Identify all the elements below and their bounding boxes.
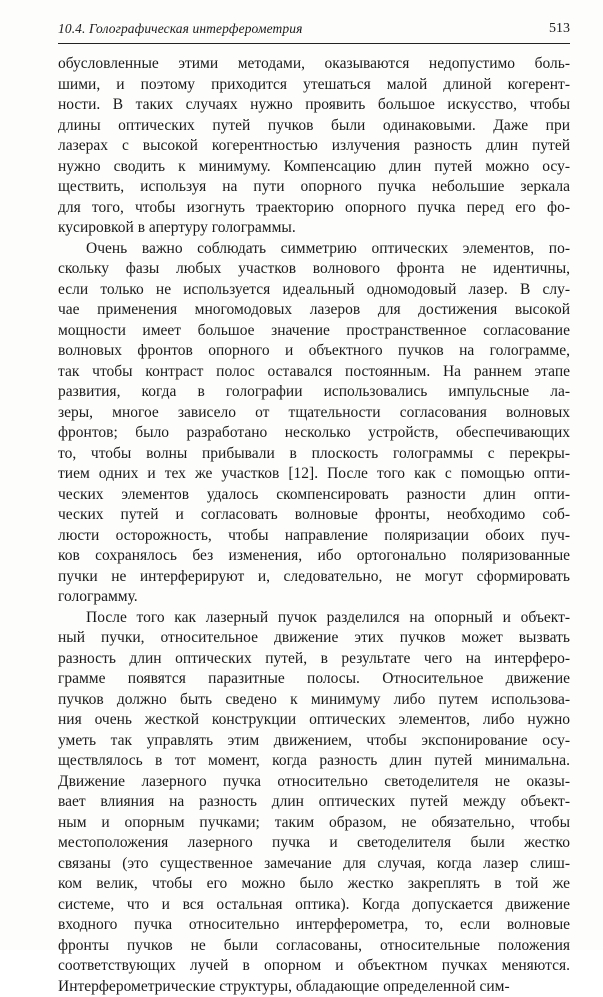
text-line: вает влияния на разность длин оптических путей между объект-: [58, 792, 570, 813]
text-line: если только не используется идеальный одномодовый лазер. В слу-: [58, 280, 570, 301]
text-line: Очень важно соблюдать симметрию оптических элементов, по-: [58, 239, 570, 260]
text-line: ществить, используя на пути опорного пучка небольшие зеркала: [58, 177, 570, 198]
text-line: то, чтобы волны прибывали в плоскость голограммы с перекры-: [58, 444, 570, 465]
paragraph: [58, 239, 570, 608]
text-line: ков сохранялось без изменения, ибо ортогонально поляризованные: [58, 546, 570, 567]
text-line: скольку фазы любых участков волнового фронта не идентичны,: [58, 259, 570, 280]
text-line: ческих элементов удалось скомпенсировать разности длин опти-: [58, 485, 570, 506]
text-line: ный пучки, относительное движение этих пучков может вызвать: [58, 628, 570, 649]
text-line: нужно сводить к минимуму. Компенсацию длин путей можно осу-: [58, 157, 570, 178]
body-text: [58, 54, 570, 997]
text-line: для того, чтобы изогнуть траекторию опорного пучка перед его фо-: [58, 198, 570, 219]
text-line: связаны (это существенное замечание для случая, когда лазер слиш-: [58, 854, 570, 875]
text-line: фронтов; было разработано несколько устройств, обеспечивающих: [58, 423, 570, 444]
text-line: ния очень жесткой конструкции оптических элементов, либо нужно: [58, 710, 570, 731]
text-line: разность длин оптических путей, в результате чего на интерферо-: [58, 649, 570, 670]
section-title: 10.4. Голографическая интерферометрия: [58, 21, 302, 37]
text-line: лазерах с высокой когерентностью излучения разность длин путей: [58, 136, 570, 157]
text-line: кусировкой в апертуру голограммы.: [58, 218, 570, 239]
text-line: грамме появятся паразитные полосы. Относительное движение: [58, 669, 570, 690]
text-line: длины оптических путей пучков были одинаковыми. Даже при: [58, 116, 570, 137]
text-line: тием одних и тех же участков [12]. После того как с помощью опти-: [58, 464, 570, 485]
paragraph: [58, 608, 570, 997]
text-line: уметь так управлять этим движением, чтобы экспонирование осу-: [58, 731, 570, 752]
text-line: входного пучка относительно интерферометра, то, если волновые: [58, 915, 570, 936]
text-line: чае применения многомодовых лазеров для достижения высокой: [58, 300, 570, 321]
text-line: ком велик, чтобы его можно было жестко закреплять в той же: [58, 874, 570, 895]
text-line: Движение лазерного пучка относительно светоделителя не оказы-: [58, 772, 570, 793]
text-line: ным и опорным пучками; таким образом, не обязательно, чтобы: [58, 813, 570, 834]
text-line: ческих путей и согласовать волновые фронты, необходимо соб-: [58, 505, 570, 526]
text-line: так чтобы контраст полос оставался постоянным. На раннем этапе: [58, 362, 570, 383]
text-line: соответствующих лучей в опорном и объектном пучках меняются.: [58, 956, 570, 977]
text-line: развития, когда в голографии использовались импульсные ла-: [58, 382, 570, 403]
text-line: люсти осторожность, чтобы направление поляризации обоих пуч-: [58, 526, 570, 547]
paragraph: [58, 54, 570, 239]
text-line: пучки не интерферируют и, следовательно, не могут сформировать: [58, 567, 570, 588]
text-line: мощности имеет большое значение пространственное согласование: [58, 321, 570, 342]
text-line: пучков должно быть сведено к минимуму либо путем использова-: [58, 690, 570, 711]
text-line: После того как лазерный пучок разделился на опорный и объект-: [58, 608, 570, 629]
text-line: ности. В таких случаях нужно проявить большое искусство, чтобы: [58, 95, 570, 116]
text-line: зеры, многое зависело от тщательности согласования волновых: [58, 403, 570, 424]
text-line: местоположения лазерного пучка и светоделителя были жестко: [58, 833, 570, 854]
text-line: Интерферометрические структуры, обладающие определенной сим-: [58, 977, 570, 997]
running-header: [58, 21, 570, 44]
text-line: ществлялось в тот момент, когда разность длин путей минимальна.: [58, 751, 570, 772]
text-line: голограмму.: [58, 587, 570, 608]
page-number: 513: [549, 21, 570, 37]
text-line: системе, что и вся остальная оптика). Когда допускается движение: [58, 895, 570, 916]
text-line: фронты пучков не были согласованы, относительные положения: [58, 936, 570, 957]
text-line: шими, и поэтому приходится утешаться малой длиной когерент-: [58, 75, 570, 96]
text-line: обусловленные этими методами, оказываются недопустимо боль-: [58, 54, 570, 75]
text-line: волновых фронтов опорного и объектного пучков на голограмме,: [58, 341, 570, 362]
